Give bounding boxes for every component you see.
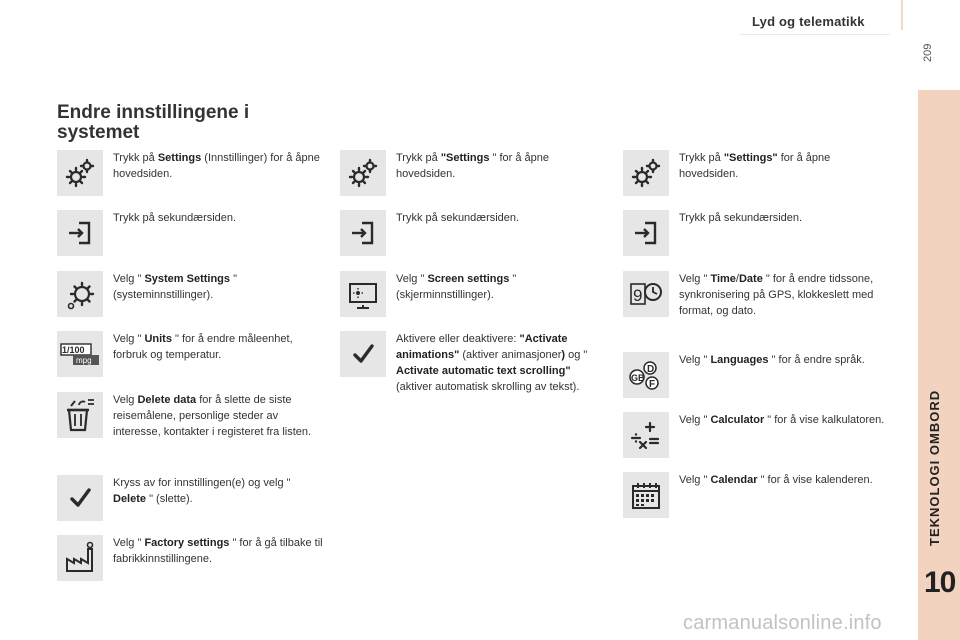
screen-settings-icon: [340, 271, 386, 317]
chapter-sidebar: [918, 90, 960, 640]
step-text: Trykk på Settings (Innstillinger) for å åpne hovedsiden.: [113, 152, 320, 180]
svg-text:GB: GB: [631, 373, 645, 383]
step-text: Trykk på "Settings" for å åpne hovedsiden.: [679, 152, 831, 180]
svg-text:mpg: mpg: [76, 356, 92, 365]
time-date-icon: [623, 271, 669, 317]
step-text: Velg " Screen settings " (skjerminnstillinger).: [396, 273, 517, 301]
units-icon: [57, 331, 103, 377]
step-text: Trykk på "Settings " for å åpne hovedsiden.: [396, 152, 549, 180]
system-settings-icon: [57, 271, 103, 317]
step-text: Trykk på sekundærsiden.: [113, 212, 237, 224]
svg-text:D: D: [647, 364, 655, 375]
section-title: Endre innstillingene i systemet: [57, 102, 250, 143]
step-text: Trykk på sekundærsiden.: [679, 212, 803, 224]
languages-icon: [623, 352, 669, 398]
step-text: Velg " Time/Date " for å endre tidssone, synkronisering på GPS, klokkeslett med format, og dato.: [679, 273, 874, 317]
step-text: Kryss av for innstillingen(e) og velg " Delete " (slette).: [113, 477, 291, 505]
step-text: Trykk på sekundærsiden.: [396, 212, 520, 224]
settings-gears-icon: [623, 150, 669, 196]
step-text: Velg " Units " for å endre måleenhet, forbruk og temperatur.: [113, 333, 293, 361]
step-text: Aktivere eller deaktivere: "Activate animations" (aktiver animasjoner) og " Activate automatic text scrolling" (aktiver automatisk skrolling av tekst).: [396, 333, 588, 393]
svg-text:F: F: [649, 379, 656, 390]
secondary-page-icon: [340, 210, 386, 256]
step-text: Velg " Factory settings " for å gå tilbake til fabrikkinnstillingene.: [113, 537, 323, 565]
settings-gears-icon: [340, 150, 386, 196]
header-divider: [740, 34, 890, 35]
settings-gears-icon: [57, 150, 103, 196]
step-text: Velg " Languages " for å endre språk.: [679, 354, 865, 366]
watermark: carmanualsonline.info: [683, 612, 882, 634]
factory-settings-icon: [57, 535, 103, 581]
step-text: Velg " Calendar " for å vise kalenderen.: [679, 474, 873, 486]
step-text: Velg Delete data for å slette de siste reisemålene, personlige steder av interesse, kontakter i registeret fra listen.: [113, 394, 312, 438]
chapter-label: TEKNOLOGI OMBORD: [927, 389, 942, 546]
header-title: Lyd og telematikk: [752, 14, 865, 29]
svg-text:9: 9: [633, 286, 643, 305]
svg-text:1/100: 1/100: [62, 345, 85, 355]
calculator-icon: [623, 412, 669, 458]
checkmark-icon: [57, 475, 103, 521]
checkmark-icon: [340, 331, 386, 377]
chapter-number: 10: [924, 566, 956, 599]
header-accent: [901, 0, 903, 30]
secondary-page-icon: [57, 210, 103, 256]
delete-data-icon: [57, 392, 103, 438]
step-text: Velg " System Settings " (systeminnstillinger).: [113, 273, 237, 301]
calendar-icon: [623, 472, 669, 518]
secondary-page-icon: [623, 210, 669, 256]
step-text: Velg " Calculator " for å vise kalkulatoren.: [679, 414, 885, 426]
page-number: 209: [922, 43, 934, 62]
